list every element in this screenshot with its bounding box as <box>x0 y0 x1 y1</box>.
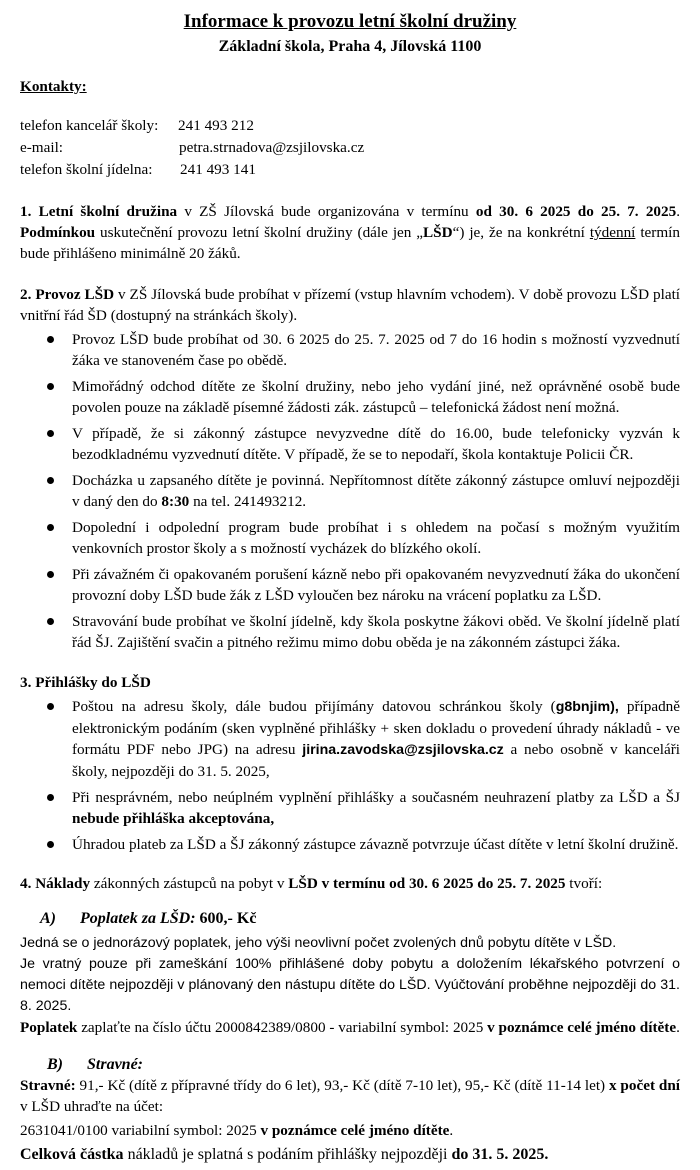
text-span: v LŠD uhraďte na účet: <box>20 1098 164 1115</box>
text-span: nebude přihláška akceptována, <box>72 810 275 827</box>
fee-paragraph-2: Je vratný pouze při zameškání 100% přihlášené doby pobytu a doložením lékařského potvrzení o nemoci dítěte nejpozději v plánovaný den nástupu dítěte do LŠD. Vyúčtování proběhne nejpozději do 31. 8. 2025. <box>20 956 680 1014</box>
bullet-icon <box>47 703 54 710</box>
text-span: x počet dní <box>608 1077 680 1094</box>
bullet-icon <box>47 571 54 578</box>
section-3-heading <box>20 672 680 693</box>
list-item <box>20 834 680 855</box>
list-item-text: Dopolední i odpolední program bude probíhat i s ohledem na počasí s možným využitím venkovních prostor školy a s možností vycházek do blízkého okolí. <box>72 519 680 557</box>
text-span: Poplatek <box>20 1019 78 1036</box>
bullet-icon <box>47 477 54 484</box>
text-span: 4. Náklady <box>20 875 91 892</box>
meal-paragraph-1 <box>20 1075 680 1117</box>
contact-value[interactable]: petra.strnadova@zsjilovska.cz <box>179 139 365 156</box>
text-span: “) je, že na konkrétní <box>452 224 590 241</box>
subheading-amount: 600,- Kč <box>195 910 257 927</box>
bullet-icon <box>47 841 54 848</box>
text-span: zákonných zástupců na pobyt v <box>90 875 289 892</box>
text-span: do 31. 5. 2025. <box>451 1146 549 1163</box>
text-span: 2. Provoz LŠD <box>20 286 115 303</box>
text-span: LŠD v termínu od 30. 6 2025 do 25. 7. 2025 <box>288 875 566 892</box>
email-link[interactable]: jirina.zavodska@zsjilovska.cz <box>302 742 504 758</box>
text-span: uskutečnění provozu letní školní družiny (dále jen „ <box>95 224 424 241</box>
subheading-title: Poplatek za LŠD: <box>80 910 196 927</box>
list-item-text: Provoz LŠD bude probíhat od 30. 6 2025 do 25. 7. 2025 od 7 do 16 hodin s možností vyzvednutí žáka ve stanoveném čase po obědě. <box>72 331 680 369</box>
text-span: Poštou na adresu školy, dále budou přijímány datovou schránkou školy ( <box>72 698 556 715</box>
text-span: 8:30 <box>161 493 190 510</box>
contacts-heading: Kontakty: <box>20 78 87 95</box>
text-span: 91,- Kč (dítě z přípravné třídy do 6 let), 93,- Kč (dítě 7-10 let), 95,- Kč (dítě 11-14 let) <box>75 1077 609 1094</box>
fee-paragraph-1: Jedná se o jednorázový poplatek, jeho výši neovlivní počet zvolených dnů pobytu dítěte v LŠD. <box>20 935 617 951</box>
text-span: Docházka u zapsaného dítěte je povinná. Nepřítomnost dítěte zákonný zástupce omluví nejpozději v daný den do <box>72 472 680 510</box>
list-item <box>20 470 680 512</box>
document-page <box>20 10 680 1165</box>
text-span: . <box>676 1019 680 1036</box>
text-span: v poznámce celé jméno dítěte <box>260 1122 450 1139</box>
list-item <box>20 423 680 465</box>
text-span: termín bude přihlášeno minimálně 20 žáků. <box>20 224 680 262</box>
subheading-b <box>20 1054 680 1075</box>
contact-label: telefon kancelář školy: <box>20 117 159 134</box>
text-span: Celková částka <box>20 1146 124 1163</box>
subheading-title: Stravné: <box>87 1056 143 1073</box>
section-4-paragraph <box>20 873 680 894</box>
text-span: nákladů je splatná s podáním přihlášky nejpozději <box>123 1146 452 1163</box>
fee-paragraph-3 <box>20 1017 680 1038</box>
bullet-icon <box>47 524 54 531</box>
subheading-a <box>20 908 680 929</box>
bullet-icon <box>47 618 54 625</box>
page-subtitle: Základní škola, Praha 4, Jílovská 1100 <box>218 38 482 55</box>
list-item <box>20 376 680 418</box>
text-span: 3. Přihlášky do LŠD <box>20 674 151 691</box>
list-item <box>20 517 680 559</box>
list-item-text: Úhradou plateb za LŠD a ŠJ zákonný zástupce závazně potvrzuje účast dítěte v letní školní družině. <box>72 836 679 853</box>
contact-row-email <box>20 137 680 159</box>
bullet-icon <box>47 794 54 801</box>
bullet-icon <box>47 383 54 390</box>
list-item-text: Stravování bude probíhat ve školní jídelně, kdy škola poskytne žákovi oběd. Ve školní jídelně platí řád ŠJ. Zajištění svačin a pitného režimu mimo dobu oběda je na zákonném zástupci žáka. <box>72 613 680 651</box>
list-item-text: Mimořádný odchod dítěte ze školní družiny, nebo jeho vydání jiné, než oprávněné osobě bude povolen pouze na základě písemné žádosti zák. zástupců – telefonická žádost není možná. <box>72 378 680 416</box>
list-item <box>20 696 680 782</box>
section-3-list <box>20 696 680 855</box>
meal-paragraph-3 <box>20 1144 680 1165</box>
list-item <box>20 564 680 606</box>
page-title: Informace k provozu letní školní družiny <box>183 11 517 32</box>
bullet-icon <box>47 430 54 437</box>
text-span: zaplaťte na číslo účtu 2000842389/0800 - variabilní symbol: 2025 <box>77 1019 488 1036</box>
section-2-heading <box>20 284 680 326</box>
contact-label: e-mail: <box>20 139 64 156</box>
text-span: v poznámce celé jméno dítěte <box>487 1019 677 1036</box>
contact-value: 241 493 212 <box>178 117 254 134</box>
contact-row-office-phone <box>20 115 680 137</box>
text-span: týdenní <box>589 224 636 241</box>
section-1-paragraph <box>20 201 680 264</box>
text-span: Podmínkou <box>20 224 96 241</box>
meal-paragraph-2 <box>20 1120 680 1141</box>
text-span: LŠD <box>423 224 453 241</box>
contact-label: telefon školní jídelna: <box>20 161 153 178</box>
contact-value: 241 493 141 <box>180 161 256 178</box>
text-span: tvoří: <box>565 875 603 892</box>
text-span: v ZŠ Jílovská bude probíhat v přízemí (vstup hlavním vchodem). V době provozu LŠD platí vnitřní řád ŠD (dostupný na stránkách školy). <box>20 286 681 324</box>
contact-row-canteen-phone <box>20 159 680 181</box>
text-span: od 30. 6 2025 do 25. 7. 2025 <box>475 203 677 220</box>
list-item <box>20 787 680 829</box>
text-span: a nebo osobně v kanceláři školy, nejpozději do 31. 5. 2025, <box>72 741 680 780</box>
text-span: v ZŠ Jílovská bude organizována v termínu <box>177 203 476 220</box>
text-span: Při nesprávném, nebo neúplném vyplnění přihlášky a současném neuhrazení platby za LŠD a ŠJ <box>72 789 680 806</box>
text-span: . <box>676 203 680 220</box>
subheading-letter: B) <box>47 1056 63 1073</box>
text-span: 2631041/0100 variabilní symbol: 2025 <box>20 1122 261 1139</box>
section-2-list <box>20 329 680 653</box>
bullet-icon <box>47 336 54 343</box>
text-span: . <box>449 1122 454 1139</box>
list-item <box>20 611 680 653</box>
text-span: 1. Letní školní družina <box>20 203 178 220</box>
contacts-list <box>20 115 680 181</box>
list-item-text: Při závažném či opakovaném porušení kázně nebo při opakovaném nevyzvednutí žáka do ukončení provozní doby LŠD bude žák z LŠD vyloučen bez nároku na vrácení poplatku za LŠD. <box>72 566 680 604</box>
text-span: Stravné: <box>20 1077 76 1094</box>
list-item <box>20 329 680 371</box>
subheading-letter: A) <box>40 910 56 927</box>
text-span: g8bnjim), <box>555 699 619 715</box>
text-span: případně elektronickým podáním (sken vyplněné přihlášky + sken dokladu o provedení úhrady nákladů - ve formátu PDF nebo JPG) na adresu <box>72 698 681 758</box>
text-span: na tel. 241493212. <box>189 493 307 510</box>
list-item-text: V případě, že si zákonný zástupce nevyzvedne dítě do 16.00, bude telefonicky vyzván k bezodkladnému vyzvednutí dítěte. V případě, že se to nepodaří, škola kontaktuje Policii ČR. <box>72 425 680 463</box>
